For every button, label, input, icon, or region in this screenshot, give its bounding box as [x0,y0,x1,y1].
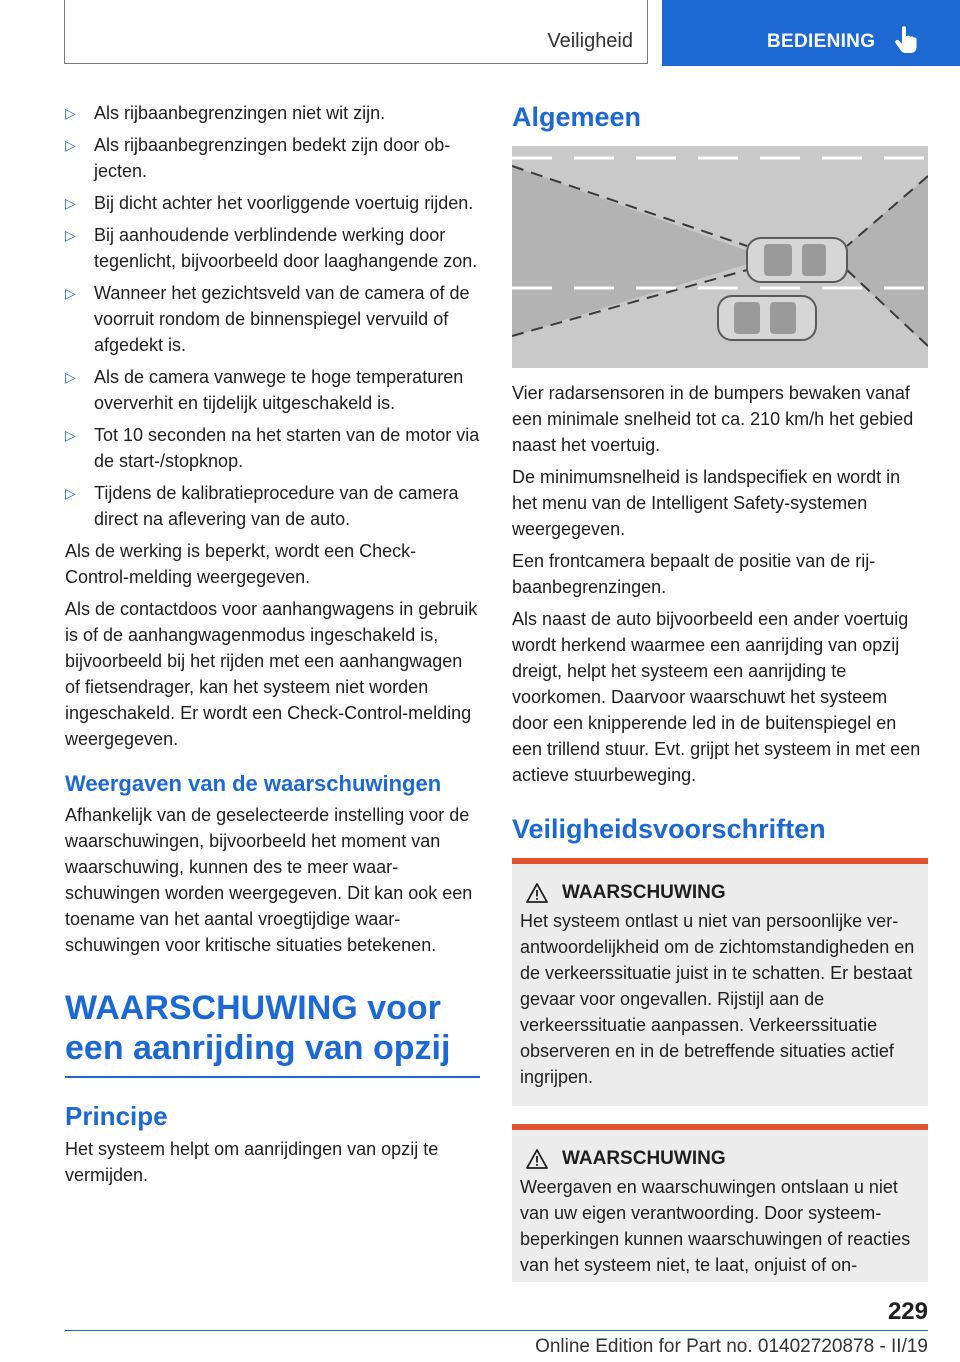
limitations-list [65,100,480,532]
road-diagram [512,146,928,368]
footer-divider [65,1330,928,1331]
camera-paragraph: Een frontcamera bepaalt de positie van de rijbaanbegrenzingen. [512,551,876,597]
list-item: ▷ Als rijbaanbegrenzingen niet wit zijn. [65,100,480,126]
warnings-display-heading: Weergaven van de waarschuwingen [65,771,442,796]
warnings-display-paragraph: Afhankelijk van de geselecteerde instelling voor de waarschuwingen, bijvoorbeeld het moment van waarschuwing, kunnen des te meer waarschuwingen worden weergegeven. Dit kan ook een toename van het aantal vroegtijdige waarschuwingen voor kritische situaties betekenen. [65,805,473,955]
triangle-bullet-icon: ▷ [65,105,76,121]
list-item: ▷ Als de camera vanwege te hoge temperaturen oververhit en tijdelijk uitgeschakeld is. [65,364,480,416]
safety-heading: Veiligheidsvoorschriften [512,814,826,844]
right-column [512,100,928,1300]
list-item: ▷ Bij dicht achter het voorliggende voertuig rijden. [65,190,480,216]
main-section-heading: WAARSCHUWING voor een aanrijding van opzij [65,988,480,1078]
general-heading: Algemeen [512,102,642,132]
chapter-tab-label: BEDIENING [767,31,876,52]
left-column [65,100,480,1194]
warning-triangle-icon [526,1149,548,1169]
warning-title: WAARSCHUWING [526,882,920,904]
hand-pointer-icon [894,25,918,55]
edition-footer: Online Edition for Part no. 01402720878 - II/19 [535,1336,928,1357]
triangle-bullet-icon: ▷ [65,195,76,211]
principle-heading: Principe [65,1101,168,1131]
warning-box [512,1124,928,1282]
page-number: 229 [887,1298,928,1325]
section-tab-label: Veiligheid [547,30,633,52]
warning-behavior-paragraph: Als naast de auto bijvoorbeeld een ander voertuig wordt herkend waarmee een aanrijding van opzij dreigt, helpt het systeem een aanrijding te voorkomen. Daarvoor waarschuwt het systeem door een knipperende led in de buitenspiegel en een trillend stuur. Evt. grijpt het systeem in met een actieve stuurbeweging. [512,609,921,785]
page-header [0,0,960,66]
car-side [718,296,816,340]
triangle-bullet-icon: ▷ [65,485,76,501]
list-item: ▷ Bij aanhoudende verblindende werking door tegenlicht, bijvoorbeeld door laaghangende zon. [65,222,480,274]
side-collision-illustration [512,146,928,368]
min-speed-paragraph: De minimumsnelheid is landspecifiek en wordt in het menu van de Intelligent Safety-systemen weergegeven. [512,467,901,539]
list-item: ▷ Als rijbaanbegrenzingen bedekt zijn door objecten. [65,132,480,184]
triangle-bullet-icon: ▷ [65,427,76,443]
triangle-bullet-icon: ▷ [65,137,76,153]
triangle-bullet-icon: ▷ [65,227,76,243]
list-item: ▷ Tijdens de kalibratieprocedure van de camera direct na aflevering van de auto. [65,480,480,532]
warning-text: Weergaven en waarschuwingen ontslaan u niet van uw eigen verantwoording. Door systeembeperkingen kunnen waarschuwingen of reacties van het systeem niet, te laat, onjuist of on- [520,1177,911,1275]
warning-title: WAARSCHUWING [526,1148,920,1170]
principle-paragraph: Het systeem helpt om aanrijdingen van opzij te vermijden. [65,1139,439,1185]
warning-text: Het systeem ontlast u niet van persoonlijke verantwoordelijkheid om de zichtomstandigheden en de verkeerssituatie juist in te schatten. Er bestaat gevaar voor ongevallen. Rijstijl aan de verkeerssituatie aanpassen. Verkeerssituatie observeren en in de betreffende situaties actief ingrijpen. [520,911,915,1087]
list-item: ▷ Tot 10 seconden na het starten van de motor via de start-/stopknop. [65,422,480,474]
warning-box [512,858,928,1106]
limited-function-paragraph: Als de werking is beperkt, wordt een Check-Control-melding weergegeven. [65,541,417,587]
radar-paragraph: Vier radarsensoren in de bumpers bewaken vanaf een minimale snelheid tot ca. 210 km/h het gebied naast het voertuig. [512,383,914,455]
section-tab[interactable] [64,0,648,64]
car-front [747,238,847,282]
triangle-bullet-icon: ▷ [65,369,76,385]
chapter-tab[interactable] [662,0,960,66]
list-item: ▷ Wanneer het gezichtsveld van de camera of de voorruit rondom de binnenspiegel vervuild of afgedekt is. [65,280,480,358]
trailer-paragraph: Als de contactdoos voor aanhangwagens in gebruik is of de aanhangwagenmodus ingeschakeld is, bijvoorbeeld bij het rijden met een aanhangwagen of fietsendrager, kan het systeem niet worden ingeschakeld. Er wordt een Check-Control-melding weergegeven. [65,599,478,749]
warning-triangle-icon [526,883,548,903]
triangle-bullet-icon: ▷ [65,285,76,301]
